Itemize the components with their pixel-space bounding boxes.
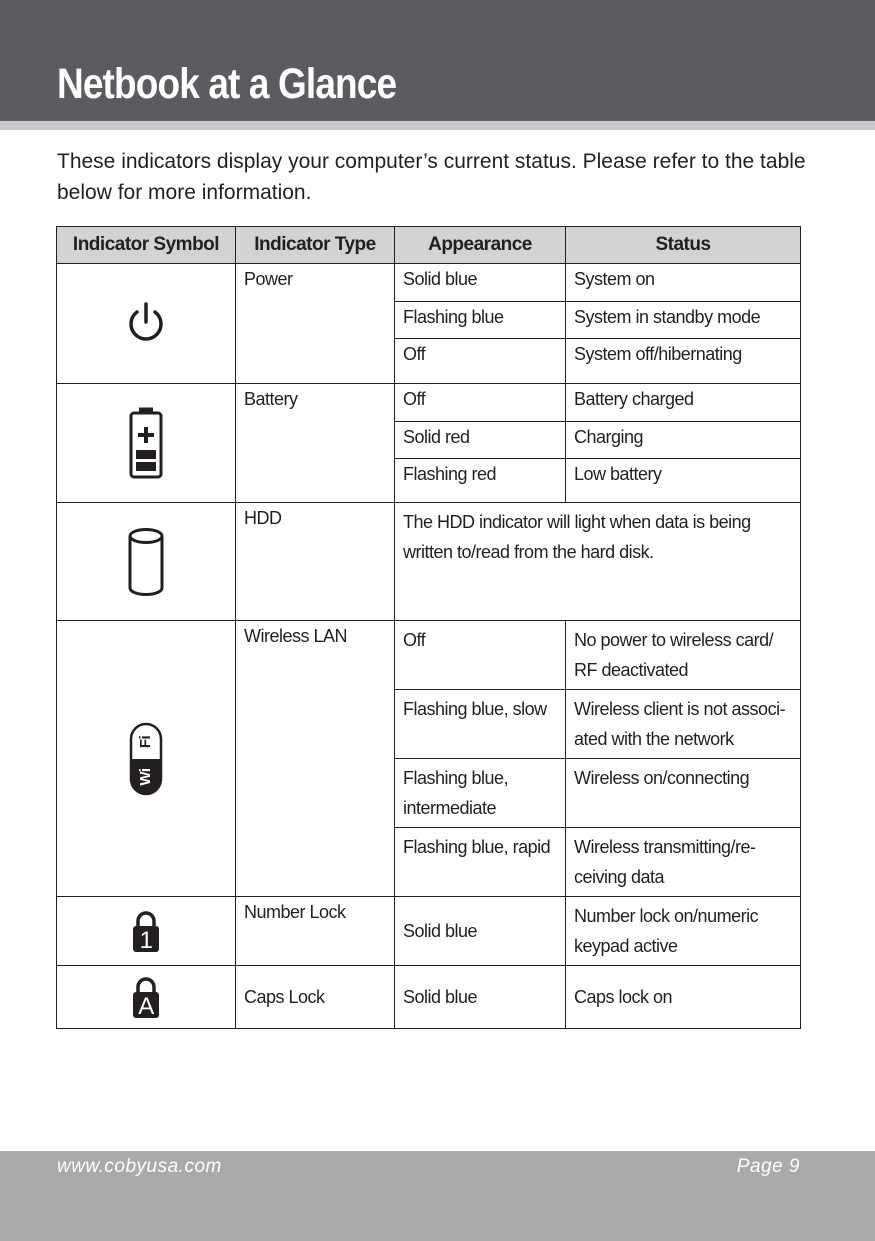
footer-url: www.cobyusa.com: [57, 1156, 222, 1177]
table-row: [57, 966, 801, 1029]
table-header-row: [57, 227, 801, 264]
appearance-cell: Off: [395, 339, 566, 384]
status-text: Wireless on/connecting: [574, 768, 750, 788]
caps-lock-icon: [131, 975, 161, 1019]
numlock-symbol-cell: [57, 897, 236, 966]
header-status: Status: [566, 227, 801, 264]
caps-lock-icon-text: A: [138, 993, 154, 1019]
wlan-type: Wireless LAN: [236, 621, 395, 897]
battery-symbol-cell: [57, 384, 236, 503]
status-cell: Low battery: [566, 459, 801, 503]
table-row: [57, 503, 801, 621]
appearance-text: Flashing blue, slow: [403, 699, 547, 719]
hdd-type: HDD: [236, 503, 395, 621]
power-type: Power: [236, 264, 395, 384]
appearance-cell: Flashing red: [395, 459, 566, 503]
power-symbol-cell: [57, 264, 236, 384]
status-text: Wireless transmitting/re-ceiving data: [574, 837, 756, 887]
appearance-text: Flashing blue, rapid: [403, 837, 551, 857]
header-indicator-symbol: Indicator Symbol: [57, 227, 236, 264]
numlock-status: Number lock on/numeric keypad active: [574, 906, 759, 956]
wlan-symbol-cell: [57, 621, 236, 897]
hdd-description: [395, 503, 801, 621]
hdd-cylinder-icon: [126, 527, 166, 597]
battery-type: Battery: [236, 384, 395, 503]
hdd-symbol-cell: [57, 503, 236, 621]
battery-icon: [128, 406, 164, 480]
status-cell: [566, 897, 801, 966]
table-row: [57, 621, 801, 690]
status-cell: [566, 828, 801, 897]
status-cell: [566, 621, 801, 690]
header-appearance: Appearance: [395, 227, 566, 264]
num-lock-icon: [131, 909, 161, 953]
indicator-table: [56, 226, 801, 1029]
hdd-description-text: The HDD indicator will light when data is being written to/read from the hard disk.: [403, 512, 751, 562]
header-indicator-type: Indicator Type: [236, 227, 395, 264]
wifi-icon: [129, 722, 163, 796]
numlock-appearance: Solid blue: [395, 897, 566, 966]
power-icon: [126, 301, 166, 347]
appearance-cell: Flashing blue: [395, 302, 566, 339]
intro-paragraph: These indicators display your computer’s current status. Please refer to the table below for more information.: [57, 150, 806, 204]
status-cell: System off/hibernating: [566, 339, 801, 384]
status-cell: System on: [566, 264, 801, 302]
capslock-type: Caps Lock: [236, 966, 395, 1029]
appearance-cell: [395, 828, 566, 897]
appearance-cell: [395, 690, 566, 759]
num-lock-icon-text: 1: [139, 927, 153, 953]
numlock-type: Number Lock: [236, 897, 395, 966]
appearance-cell: [395, 759, 566, 828]
status-cell: [566, 759, 801, 828]
wifi-icon-text-wi: Wi: [136, 767, 154, 786]
table-row: [57, 384, 801, 422]
appearance-text: Flashing blue, intermediate: [403, 768, 509, 818]
page-number: Page 9: [736, 1156, 800, 1177]
status-cell: System in standby mode: [566, 302, 801, 339]
table-row: [57, 897, 801, 966]
status-text: No power to wireless card/ RF deactivated: [574, 630, 774, 680]
wifi-icon-text-fi: Fi: [136, 735, 154, 748]
capslock-status: Caps lock on: [566, 966, 801, 1029]
appearance-cell: Off: [395, 384, 566, 422]
capslock-appearance: Solid blue: [395, 966, 566, 1029]
appearance-cell: Solid blue: [395, 264, 566, 302]
page-title: Netbook at a Glance: [57, 60, 397, 108]
table-row: [57, 264, 801, 302]
appearance-cell: [395, 621, 566, 690]
appearance-text: Off: [403, 630, 426, 650]
capslock-symbol-cell: [57, 966, 236, 1029]
header-stripe: [0, 121, 875, 130]
status-cell: Charging: [566, 422, 801, 459]
status-cell: [566, 690, 801, 759]
status-text: Wireless client is not associ-ated with the network: [574, 699, 786, 749]
appearance-cell: Solid red: [395, 422, 566, 459]
status-cell: Battery charged: [566, 384, 801, 422]
